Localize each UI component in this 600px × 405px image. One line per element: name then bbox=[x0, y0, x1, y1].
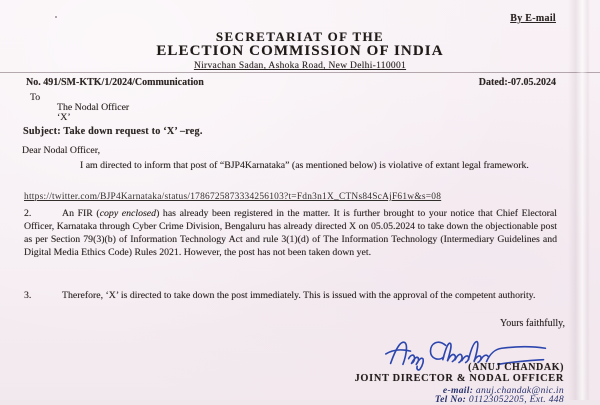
paragraph-2-text-italic: copy enclosed bbox=[99, 208, 157, 219]
recipient-org: ‘X’ bbox=[57, 112, 71, 123]
subject-line: Subject: Take down request to ‘X’ –reg. bbox=[23, 126, 203, 137]
tel-value: 01123052205, Ext. 448 bbox=[466, 393, 564, 405]
paragraph-2 bbox=[24, 207, 557, 259]
letterhead-org-line2: ELECTION COMMISSION OF INDIA bbox=[156, 43, 444, 59]
signatory-phone-line bbox=[435, 394, 564, 405]
scan-speck bbox=[55, 16, 57, 18]
email-label: e-mail: bbox=[442, 384, 474, 396]
email-value: anuj.chandak@nic.in bbox=[473, 384, 564, 396]
header-divider bbox=[0, 72, 600, 73]
paragraph-3-number: 3. bbox=[24, 290, 32, 301]
recipient-name: The Nodal Officer bbox=[57, 102, 130, 113]
paragraph-3-text: Therefore, ‘X’ is directed to take down the post immediately. This is issued with the approval of the competent authority. bbox=[62, 290, 536, 301]
paragraph-2-text-post: ) has already been registered in the matter. It is further brought to your notice that Chief Electoral Officer, Karnataka through Cyber Crime Division, Bengaluru has already directed X on 05.05.2024 to take down the objectionable post as per Section 79(3)(b) of Information Technology Act and rule 3(1)(d) of The Information Technology (Intermediary Guidelines and Digital Media Ethics Code) Rules 2021. However, the post has not been taken down yet. bbox=[24, 208, 557, 258]
paragraph-3 bbox=[24, 289, 557, 302]
paragraph-2-text-pre: An FIR ( bbox=[62, 208, 100, 219]
reference-number: No. 491/SM-KTK/1/2024/Communication bbox=[26, 77, 204, 88]
tel-label: Tel No: bbox=[434, 393, 467, 405]
closing-phrase: Yours faithfully, bbox=[499, 318, 565, 329]
reference-row bbox=[26, 77, 556, 88]
signatory-title: JOINT DIRECTOR & NODAL OFFICER bbox=[354, 373, 564, 384]
paragraph-2-number: 2. bbox=[24, 208, 32, 219]
letterhead-org-line1: SECRETARIAT OF THE bbox=[215, 29, 385, 44]
letterhead-address: Nirvachan Sadan, Ashoka Road, New Delhi-110001 bbox=[193, 61, 407, 71]
paragraph-1: I am directed to inform that post of “BJP4Karnataka” (as mentioned below) is violative of extant legal framework. bbox=[80, 160, 529, 171]
post-url-link[interactable]: https://twitter.com/BJP4Karnataka/status/1786725873334256103?t=Fdn3n1X_CTNs84ScAjF61w&s=08 bbox=[24, 192, 442, 202]
delivery-method-label: By E-mail bbox=[510, 13, 556, 24]
signatory-name: (ANUJ CHANDAK) bbox=[468, 362, 564, 373]
to-label: To bbox=[30, 92, 41, 103]
salutation: Dear Nodal Officer, bbox=[22, 145, 101, 156]
letter-date: Dated:-07.05.2024 bbox=[478, 77, 556, 88]
